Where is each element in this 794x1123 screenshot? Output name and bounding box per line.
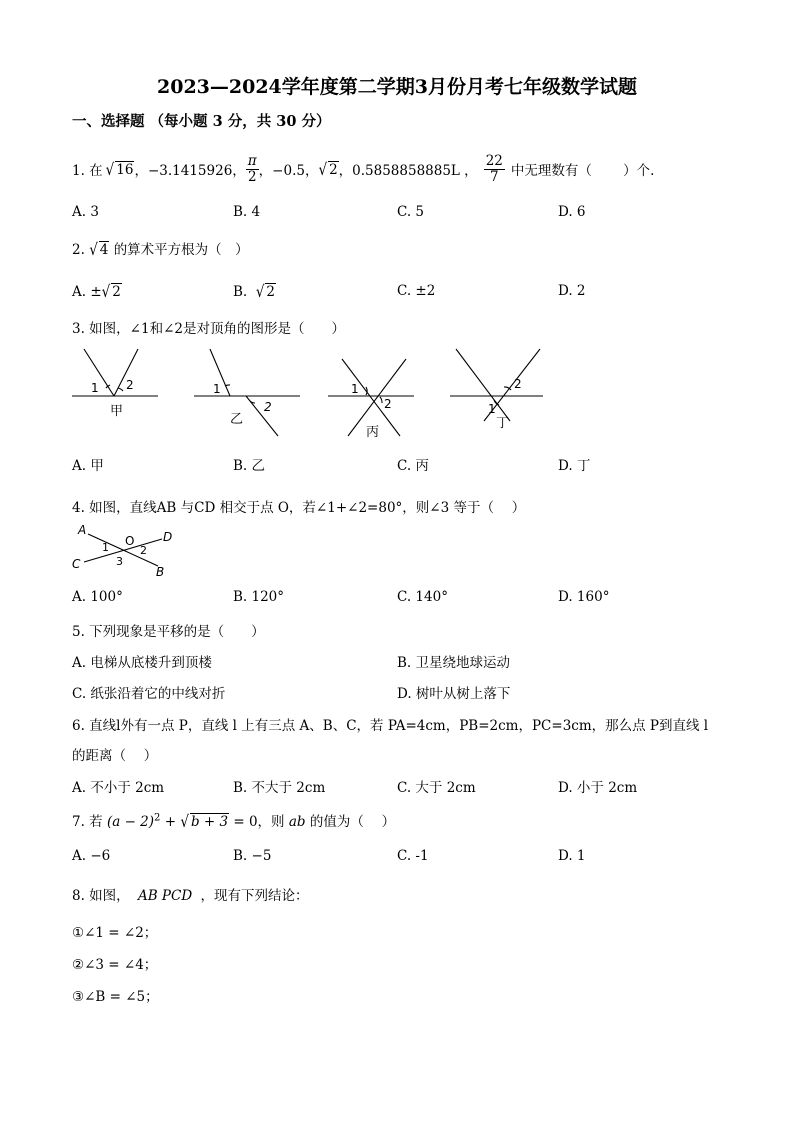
bing-angle-1: 1	[351, 382, 359, 396]
question-2	[72, 238, 249, 258]
ding-angle-1: 1	[488, 402, 496, 416]
q6-option-c[interactable]: C. 大于 2cm	[397, 780, 476, 796]
question-6-line1: 6. 直线l外有一点 P，直线 l 上有三点 A、B、C，若 PA=4cm，PB=2cm，PC=3cm，那么点 P到直线 l	[72, 718, 709, 734]
q8-conclusion-3: ③∠B = ∠5；	[72, 989, 159, 1005]
sqrt-16: √ 16	[105, 159, 134, 180]
q5-option-c[interactable]: C. 纸张沿着它的中线对折	[72, 686, 226, 702]
yi-angle-1: 1	[213, 382, 221, 396]
fraction-pi-over-2: $\frac{\pi}{2}$	[247, 153, 257, 185]
q3-option-d[interactable]: D. 丁	[558, 458, 591, 474]
q6-option-a[interactable]: A. 不小于 2cm	[72, 780, 165, 796]
bing-label: 丙	[366, 425, 380, 440]
q2-number: 2.	[72, 242, 85, 258]
sqrt-2: √ 2	[318, 159, 338, 180]
q1-option-c[interactable]: C. 5	[397, 204, 425, 220]
q7-option-a[interactable]: A. −6	[72, 848, 111, 864]
q8-expression: AB PCD	[137, 888, 193, 904]
q4-angle-1: 1	[102, 541, 109, 554]
q4-point-o: O	[125, 534, 135, 548]
page-title: 2023—2024学年度第二学期3月份月考七年级数学试题	[157, 76, 637, 98]
figure-yi	[194, 349, 300, 436]
q4-angle-2: 2	[140, 544, 147, 557]
q7-suffix: 的值为（ ）	[309, 814, 396, 830]
q5-option-b[interactable]: B. 卫星绕地球运动	[397, 655, 511, 671]
q3-option-c[interactable]: C. 丙	[397, 458, 429, 474]
ding-label: 丁	[496, 416, 510, 431]
q4-option-a[interactable]: A. 100°	[72, 589, 123, 605]
q8-conclusion-1: ①∠1 = ∠2；	[72, 925, 158, 941]
sqrt-b-plus-3: √ b + 3	[180, 812, 229, 832]
bing-angle-2: 2	[384, 397, 392, 411]
q1-prefix: 1. 在	[72, 163, 103, 179]
q2-option-b[interactable]: B. √ 2	[233, 282, 276, 302]
q4-point-d: D	[163, 530, 173, 544]
q7-equals: = 0，则	[233, 814, 285, 830]
fraction-22-over-7: $\frac{22}{7}$	[485, 153, 503, 185]
q3-figures	[70, 343, 548, 440]
q1-option-d[interactable]: D. 6	[558, 204, 586, 220]
q4-point-c: C	[72, 557, 81, 571]
figure-ding	[450, 349, 543, 421]
question-1	[72, 144, 654, 194]
q5-option-d[interactable]: D. 树叶从树上落下	[397, 686, 511, 702]
q6-option-d[interactable]: D. 小于 2cm	[558, 780, 638, 796]
q2-option-a[interactable]: A. ±√ 2	[72, 282, 121, 302]
ding-angle-2: 2	[514, 377, 522, 391]
question-5-stem: 5. 下列现象是平移的是（ ）	[72, 624, 265, 640]
question-7	[72, 810, 395, 830]
q7-exponent: 2	[154, 812, 161, 824]
q7-expression: (a − 2)	[106, 814, 155, 830]
sqrt-4: √ 4	[89, 240, 109, 260]
q4-figure	[70, 520, 182, 576]
question-3-stem: 3. 如图，∠1和∠2是对顶角的图形是（ ）	[72, 321, 345, 337]
section-heading: 一、选择题 （每小题 3 分，共 30 分）	[72, 113, 331, 130]
q1-suffix: 中无理数有（ ）个.	[510, 163, 655, 179]
q4-point-b: B	[156, 565, 165, 576]
q1-option-b[interactable]: B. 4	[233, 204, 261, 220]
q4-point-a: A	[78, 523, 87, 537]
q7-option-d[interactable]: D. 1	[558, 848, 586, 864]
q8-suffix: ，现有下列结论：	[200, 888, 309, 904]
q7-option-c[interactable]: C. -1	[397, 848, 429, 864]
q2-stem: 的算术平方根为（ ）	[113, 242, 249, 258]
q1-text-1: ，−3.1415926，	[134, 163, 246, 179]
q7-prefix: 7. 若	[72, 814, 103, 830]
q4-option-d[interactable]: D. 160°	[558, 589, 610, 605]
question-8	[72, 884, 308, 904]
q6-option-b[interactable]: B. 不大于 2cm	[233, 780, 326, 796]
q1-text-3: ，0.5858858885L ，	[338, 163, 478, 179]
q2-option-d[interactable]: D. 2	[558, 283, 586, 299]
q5-option-a[interactable]: A. 电梯从底楼升到顶楼	[72, 655, 212, 671]
figure-jia	[72, 349, 158, 396]
yi-label: 乙	[230, 412, 244, 427]
question-4-stem: 4. 如图，直线AB 与CD 相交于点 O，若∠1+∠2=80°，则∠3 等于（ ）	[72, 500, 526, 516]
q1-option-a[interactable]: A. 3	[72, 204, 99, 220]
q4-option-c[interactable]: C. 140°	[397, 589, 448, 605]
q7-option-b[interactable]: B. −5	[233, 848, 272, 864]
q4-option-b[interactable]: B. 120°	[233, 589, 285, 605]
q2-option-c[interactable]: C. ±2	[397, 283, 436, 299]
q8-conclusion-2: ②∠3 = ∠4；	[72, 957, 158, 973]
q1-text-2: ，−0.5，	[258, 163, 319, 179]
q4-angle-3: 3	[116, 555, 123, 568]
jia-angle-1: 1	[91, 381, 99, 395]
q8-prefix: 8. 如图，	[72, 888, 130, 904]
jia-angle-2: 2	[126, 378, 134, 392]
q7-plus: +	[164, 814, 181, 830]
q3-option-a[interactable]: A. 甲	[72, 458, 104, 474]
question-6-line2: 的距离（ ）	[72, 748, 158, 764]
q3-option-b[interactable]: B. 乙	[233, 458, 266, 474]
jia-label: 甲	[110, 404, 124, 419]
q7-ab: ab	[288, 814, 306, 830]
yi-angle-2: 2	[264, 400, 272, 414]
